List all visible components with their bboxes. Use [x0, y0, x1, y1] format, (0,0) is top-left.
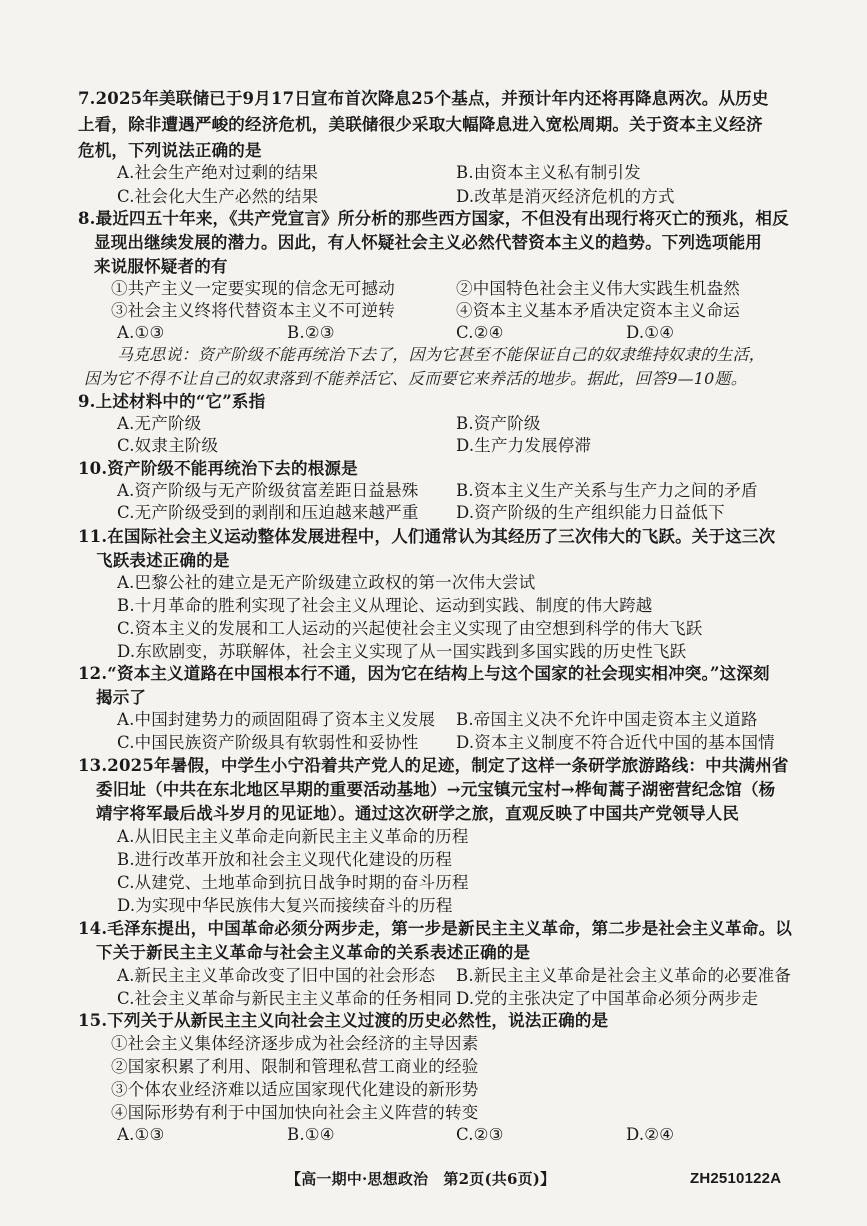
question-9-option-b: B.资产阶级	[456, 414, 541, 433]
question-12-option-d: D.资本主义制度不符合近代中国的基本国情	[456, 733, 775, 752]
question-12-option-a: A.中国封建势力的顽固阻碍了资本主义发展	[117, 710, 436, 729]
question-15-option-a: A.①③	[117, 1125, 165, 1144]
question-10-option-b: B.资本主义生产关系与生产力之间的矛盾	[456, 481, 758, 500]
page-footer: 【高一期中·思想政治 第2页(共6页)】	[286, 1170, 556, 1188]
question-8-statement-3: ③社会主义终将代替资本主义不可逆转	[111, 301, 395, 320]
question-8-option-a: A.①③	[117, 323, 165, 342]
question-13-line-1: 13.2025年暑假，中学生小宁沿着共产党人的足迹，制定了这样一条研学旅游路线：中共满州省	[78, 756, 789, 775]
material-line-1: 马克思说：资产阶级不能再统治下去了，因为它甚至不能保证自己的奴隶维持奴隶的生活，	[117, 345, 766, 364]
question-8-statement-4: ④资本主义基本矛盾决定资本主义命运	[456, 301, 740, 320]
question-13-line-3: 靖宇将军最后战斗岁月的见证地）。通过这次研学之旅，直观反映了中国共产党领导人民	[96, 804, 740, 823]
question-10-option-c: C.无产阶级受到的剥削和压迫越来越严重	[117, 503, 419, 522]
question-9-option-c: C.奴隶主阶级	[117, 436, 219, 455]
question-9-option-d: D.生产力发展停滞	[456, 436, 592, 455]
material-line-2: 因为它不得不让自己的奴隶落到不能养活它、反而要它来养活的地步。据此，回答9—10题。	[84, 369, 747, 388]
question-15-option-d: D.②④	[626, 1125, 675, 1144]
question-13-option-c: C.从建党、土地革命到抗日战争时期的奋斗历程	[117, 873, 469, 892]
question-7-option-c: C.社会化大生产必然的结果	[117, 187, 319, 206]
question-15-option-c: C.②③	[456, 1125, 504, 1144]
question-7-line-1: 7.2025年美联储已于9月17日宣布首次降息25个基点，并预计年内还将再降息两次。从历史	[78, 89, 769, 108]
question-8-line-3: 来说服怀疑者的有	[94, 257, 228, 276]
question-8-option-d: D.①④	[626, 323, 675, 342]
question-8-statement-1: ①共产主义一定要实现的信念无可撼动	[111, 279, 395, 298]
question-14-option-b: B.新民主主义革命是社会主义革命的必要准备	[456, 966, 792, 985]
question-12-line-2: 揭示了	[96, 688, 147, 707]
question-8-line-2: 显现出继续发展的潜力。因此，有人怀疑社会主义必然代替资本主义的趋势。下列选项能用	[94, 233, 762, 252]
document-code: ZH2510122A	[690, 1170, 782, 1187]
question-14-option-d: D.党的主张决定了中国革命必须分两步走	[456, 989, 759, 1008]
question-15-statement-3: ③个体农业经济难以适应国家现代化建设的新形势	[111, 1080, 479, 1099]
question-14-line-2: 下关于新民主主义革命与社会主义革命的关系表述正确的是	[96, 943, 531, 962]
question-15-statement-1: ①社会主义集体经济逐步成为社会经济的主导因素	[111, 1034, 479, 1053]
question-14-line-1: 14.毛泽东提出，中国革命必须分两步走，第一步是新民主主义革命，第二步是社会主义革命。以	[78, 919, 793, 938]
question-8-option-c: C.②④	[456, 323, 504, 342]
question-13-option-a: A.从旧民主主义革命走向新民主主义革命的历程	[117, 827, 469, 846]
question-14-option-a: A.新民主主义革命改变了旧中国的社会形态	[117, 966, 436, 985]
question-11-option-a: A.巴黎公社的建立是无产阶级建立政权的第一次伟大尝试	[117, 573, 536, 592]
question-14-option-c: C.社会主义革命与新民主主义革命的任务相同	[117, 989, 452, 1008]
question-10-option-a: A.资产阶级与无产阶级贫富差距日益悬殊	[117, 481, 419, 500]
question-13-line-2: 委旧址（中共在东北地区早期的重要活动基地）→元宝镇元宝村→桦甸蒿子湖密营纪念馆（杨	[96, 780, 776, 799]
question-15-line-1: 15.下列关于从新民主主义向社会主义过渡的历史必然性，说法正确的是	[78, 1011, 609, 1030]
question-9-line-1: 9.上述材料中的“它”系指	[78, 392, 266, 411]
question-15-statement-4: ④国际形势有利于中国加快向社会主义阵营的转变	[111, 1103, 479, 1122]
question-13-option-b: B.进行改革开放和社会主义现代化建设的历程	[117, 850, 453, 869]
question-10-line-1: 10.资产阶级不能再统治下去的根源是	[78, 459, 358, 478]
question-8-option-b: B.②③	[287, 323, 335, 342]
question-11-line-2: 飞跃表述正确的是	[96, 551, 230, 570]
question-8-line-1: 8.最近四五十年来，《共产党宣言》所分析的那些西方国家，不但没有出现行将灭亡的预兆，相反	[78, 209, 789, 228]
question-7-option-a: A.社会生产绝对过剩的结果	[117, 163, 319, 182]
question-11-line-1: 11.在国际社会主义运动整体发展进程中，人们通常认为其经历了三次伟大的飞跃。关于这三次	[78, 527, 776, 546]
question-7-option-d: D.改革是消灭经济危机的方式	[456, 187, 675, 206]
question-11-option-d: D.东欧剧变，苏联解体，社会主义实现了从一国实践到多国实践的历史性飞跃	[117, 642, 687, 661]
question-13-option-d: D.为实现中华民族伟大复兴而接续奋斗的历程	[117, 896, 453, 915]
question-12-option-c: C.中国民族资产阶级具有软弱性和妥协性	[117, 733, 419, 752]
question-12-line-1: 12.“资本主义道路在中国根本行不通，因为它在结构上与这个国家的社会现实相冲突。”这深刻	[78, 664, 770, 683]
question-15-option-b: B.①④	[287, 1125, 335, 1144]
question-11-option-b: B.十月革命的胜利实现了社会主义从理论、运动到实践、制度的伟大跨越	[117, 596, 653, 615]
question-7-option-b: B.由资本主义私有制引发	[456, 163, 641, 182]
question-11-option-c: C.资本主义的发展和工人运动的兴起使社会主义实现了由空想到科学的伟大飞跃	[117, 619, 703, 638]
question-15-statement-2: ②国家积累了利用、限制和管理私营工商业的经验	[111, 1057, 479, 1076]
question-7-line-3: 危机，下列说法正确的是	[78, 141, 262, 160]
question-10-option-d: D.资产阶级的生产组织能力日益低下	[456, 503, 725, 522]
question-8-statement-2: ②中国特色社会主义伟大实践生机盎然	[456, 279, 740, 298]
question-7-line-2: 上看，除非遭遇严峻的经济危机，美联储很少采取大幅降息进入宽松周期。关于资本主义经济	[78, 115, 763, 134]
question-12-option-b: B.帝国主义决不允许中国走资本主义道路	[456, 710, 758, 729]
question-9-option-a: A.无产阶级	[117, 414, 202, 433]
